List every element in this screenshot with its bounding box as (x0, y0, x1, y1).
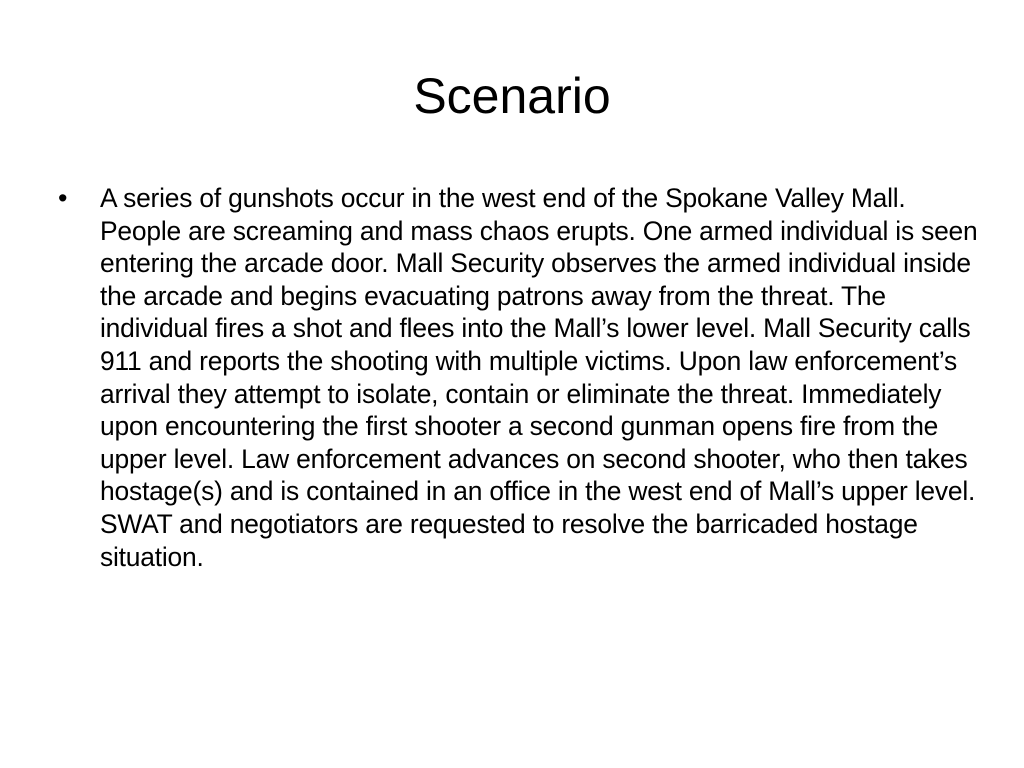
slide-title: Scenario (413, 68, 611, 124)
scenario-text: A series of gunshots occur in the west end of the Spokane Valley Mall. People are screaming and mass chaos erupts. One armed individual is seen entering the arcade door. Mall Security observes the armed individual inside the arcade and begins evacuating patrons away from the threat. The individual fires a shot and flees into the Mall’s lower level. Mall Security calls 911 and reports the shooting with multiple victims. Upon law enforcement’s arrival they attempt to isolate, contain or eliminate the threat. Immediately upon encountering the first shooter a second gunman opens fire from the upper level. Law enforcement advances on second shooter, who then takes hostage(s) and is contained in an office in the west end of Mall’s upper level. SWAT and negotiators are requested to resolve the barricaded hostage situation. (100, 183, 978, 572)
bullet-item (58, 182, 978, 573)
bullet-marker: • (58, 183, 68, 213)
bullet-list (58, 182, 978, 573)
